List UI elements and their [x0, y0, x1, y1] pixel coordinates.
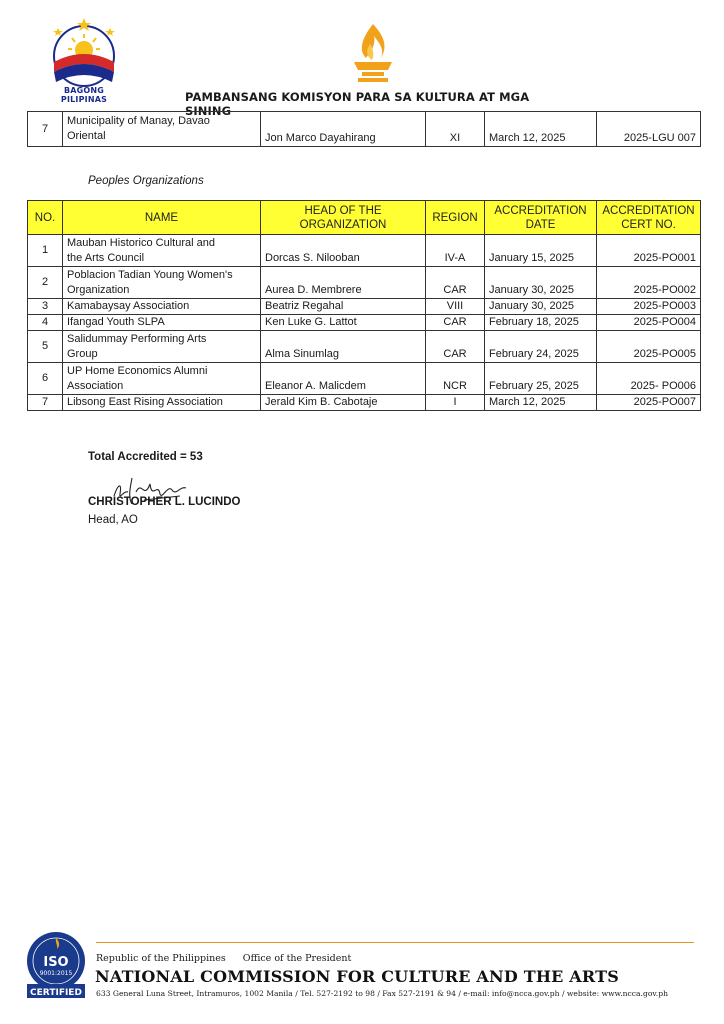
- logo-caption: BAGONG PILIPINAS: [60, 86, 108, 104]
- header-line: DATE: [525, 218, 556, 231]
- region: NCR: [426, 363, 485, 395]
- accreditation-cert: 2025-PO004: [597, 315, 701, 331]
- accreditation-date: January 15, 2025: [485, 235, 597, 267]
- organization-name: Kamabaysay Association: [63, 299, 261, 315]
- head-of-organization: Eleanor A. Malicdem: [261, 363, 426, 395]
- accreditation-cert: 2025-PO002: [597, 267, 701, 299]
- accreditation-date: January 30, 2025: [485, 299, 597, 315]
- row-number: 6: [28, 363, 63, 395]
- name-line: UP Home Economics Alumni: [67, 364, 208, 377]
- ncca-flame-logo: [348, 22, 398, 86]
- accreditation-date: March 12, 2025: [485, 112, 597, 147]
- signer-title: Head, AO: [88, 514, 138, 526]
- accreditation-cert: 2025-PO001: [597, 235, 701, 267]
- iso-number: 9001:2015: [39, 970, 73, 977]
- header-line: ACCREDITATION: [602, 204, 695, 217]
- iso-certified: CERTIFIED: [30, 988, 82, 998]
- organization-name: Libsong East Rising Association: [63, 395, 261, 411]
- organization-name: Ifangad Youth SLPA: [63, 315, 261, 331]
- peoples-organizations-table: [27, 200, 701, 411]
- row-number: 5: [28, 331, 63, 363]
- head-of-organization: Jerald Kim B. Cabotaje: [261, 395, 426, 411]
- row-number: 1: [28, 235, 63, 267]
- accreditation-cert: 2025-PO005: [597, 331, 701, 363]
- table-header-row: [28, 201, 701, 235]
- row-number: 2: [28, 267, 63, 299]
- organization-name: [63, 363, 261, 395]
- signer-name: CHRISTOPHER L. LUCINDO: [88, 496, 241, 508]
- section-label: Peoples Organizations: [88, 175, 204, 187]
- header-line: CERT NO.: [621, 218, 676, 231]
- footer-agency-name: NATIONAL COMMISSION FOR CULTURE AND THE ARTS: [95, 967, 619, 986]
- organization-name: [63, 235, 261, 267]
- header-head: [261, 201, 426, 235]
- name-line: Poblacion Tadian Young Women's: [67, 268, 233, 281]
- header-no: NO.: [28, 201, 63, 235]
- accreditation-date: February 24, 2025: [485, 331, 597, 363]
- footer-address: 633 General Luna Street, Intramuros, 1002 Manila / Tel. 527-2192 to 98 / Fax 527-2191 & 94 / e-mail: info@ncca.gov.ph / website: www.ncca.gov.ph: [96, 989, 668, 998]
- region: VIII: [426, 299, 485, 315]
- accreditation-cert: 2025-LGU 007: [597, 112, 701, 147]
- name-line: Municipality of Manay, Davao: [67, 115, 210, 127]
- name-line: the Arts Council: [67, 251, 145, 264]
- head-of-organization: Ken Luke G. Lattot: [261, 315, 426, 331]
- region: CAR: [426, 331, 485, 363]
- previous-table: [27, 111, 701, 147]
- name-line: Group: [67, 347, 98, 360]
- organization-name: [63, 267, 261, 299]
- name-line: Oriental: [67, 130, 106, 142]
- republic-text: Republic of the Philippines: [96, 953, 226, 964]
- accreditation-date: March 12, 2025: [485, 395, 597, 411]
- table-row: [28, 395, 701, 411]
- table-row: [28, 363, 701, 395]
- name-line: Organization: [67, 283, 130, 296]
- accreditation-date: February 25, 2025: [485, 363, 597, 395]
- name-line: Salidummay Performing Arts: [67, 332, 207, 345]
- head-of-organization: Dorcas S. Nilooban: [261, 235, 426, 267]
- name-line: Association: [67, 379, 124, 392]
- name-line: Mauban Historico Cultural and: [67, 236, 215, 249]
- head-of-organization: Jon Marco Dayahirang: [261, 112, 426, 147]
- table-row: [28, 299, 701, 315]
- row-number: 3: [28, 299, 63, 315]
- header-line: ORGANIZATION: [299, 218, 387, 231]
- total-accredited: Total Accredited = 53: [88, 451, 203, 463]
- row-number: 7: [28, 395, 63, 411]
- accreditation-cert: 2025- PO006: [597, 363, 701, 395]
- table-row: [28, 315, 701, 331]
- table-row: [28, 112, 701, 147]
- header-cert: [597, 201, 701, 235]
- table-row: [28, 235, 701, 267]
- row-number: 7: [28, 112, 63, 147]
- agency-title: PAMBANSANG KOMISYON PARA SA KULTURA AT MGA SINING: [185, 90, 530, 118]
- head-of-organization: Alma Sinumlag: [261, 331, 426, 363]
- region: I: [426, 395, 485, 411]
- header-line: ACCREDITATION: [494, 204, 587, 217]
- table-row: [28, 267, 701, 299]
- region: CAR: [426, 267, 485, 299]
- table-row: [28, 331, 701, 363]
- organization-name: [63, 112, 261, 147]
- accreditation-date: January 30, 2025: [485, 267, 597, 299]
- header-name: NAME: [63, 201, 261, 235]
- footer-republic: [96, 953, 365, 964]
- office-text: Office of the President: [242, 953, 352, 964]
- header-date: [485, 201, 597, 235]
- footer-divider: [96, 942, 694, 943]
- accreditation-cert: 2025-PO007: [597, 395, 701, 411]
- iso-text: ISO: [43, 955, 69, 970]
- header-line: HEAD OF THE: [304, 204, 382, 217]
- head-of-organization: Aurea D. Membrere: [261, 267, 426, 299]
- organization-name: [63, 331, 261, 363]
- head-of-organization: Beatriz Regahal: [261, 299, 426, 315]
- accreditation-cert: 2025-PO003: [597, 299, 701, 315]
- accreditation-date: February 18, 2025: [485, 315, 597, 331]
- iso-badge: [25, 930, 87, 1002]
- row-number: 4: [28, 315, 63, 331]
- region: CAR: [426, 315, 485, 331]
- region: IV-A: [426, 235, 485, 267]
- header-region: REGION: [426, 201, 485, 235]
- region: XI: [426, 112, 485, 147]
